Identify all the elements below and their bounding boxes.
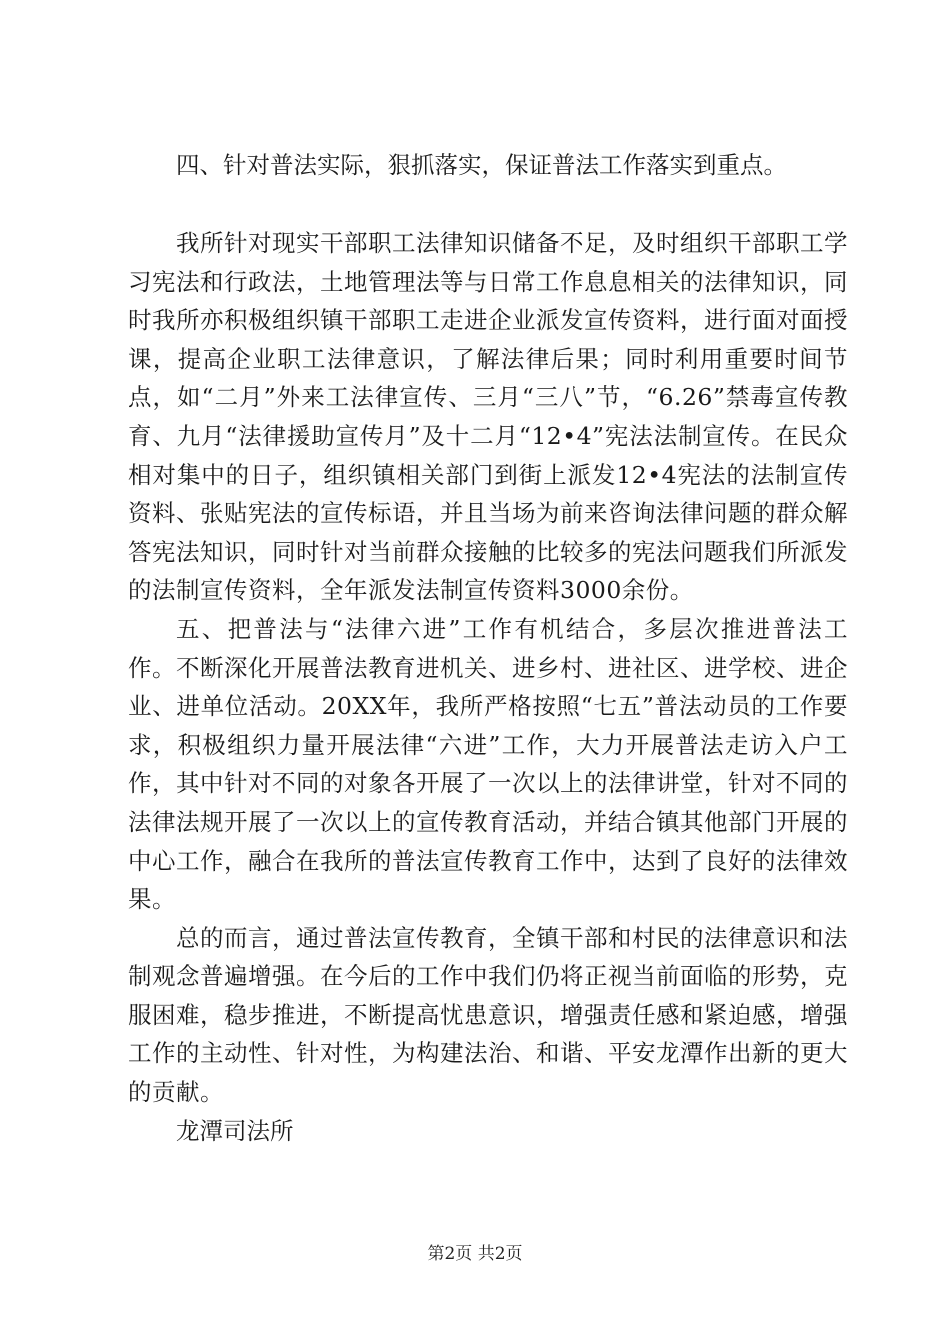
paragraph-six-entries: 五、把普法与“法律六进”工作有机结合，多层次推进普法工作。不断深化开展普法教育进机关、进乡村、进社区、进学校、进企业、进单位活动。20XX年，我所严格按照“七五”普法动员的工作要求，积极组织力量开展法律“六进”工作，大力开展普法走访入户工作，其中针对不同的对象各开展了一次以上的法律讲堂，针对不同的法律法规开展了一次以上的宣传教育活动，并结合镇其他部门开展的中心工作，融合在我所的普法宣传教育工作中，达到了良好的法律效果。	[128, 614, 848, 914]
page-indicator: 第2页 共2页	[427, 1244, 523, 1264]
section-heading: 四、针对普法实际，狠抓落实，保证普法工作落实到重点。	[176, 151, 787, 179]
page-footer	[0, 1242, 950, 1266]
paragraph-conclusion: 总的而言，通过普法宣传教育，全镇干部和村民的法律意识和法制观念普遍增强。在今后的工作中我们仍将正视当前面临的形势，克服困难，稳步推进，不断提高忧患意识，增强责任感和紧迫感，增强工作的主动性、针对性，为构建法治、和谐、平安龙潭作出新的更大的贡献。	[128, 923, 848, 1107]
signature: 龙潭司法所	[176, 1116, 294, 1145]
document-body	[128, 146, 848, 1150]
paragraph-legal-training: 我所针对现实干部职工法律知识储备不足，及时组织干部职工学习宪法和行政法，土地管理法等与日常工作息息相关的法律知识，同时我所亦积极组织镇干部职工走进企业派发宣传资料，进行面对面授课，提高企业职工法律意识，了解法律后果；同时利用重要时间节点，如“二月”外来工法律宣传、三月“三八”节，“6.26”禁毒宣传教育、九月“法律援助宣传月”及十二月“12•4”宪法法制宣传。在民众相对集中的日子，组织镇相关部门到街上派发12•4宪法的法制宣传资料、张贴宪法的宣传标语，并且当场为前来咨询法律问题的群众解答宪法知识，同时针对当前群众接触的比较多的宪法问题我们所派发的法制宣传资料，全年派发法制宣传资料3000余份。	[128, 229, 848, 605]
